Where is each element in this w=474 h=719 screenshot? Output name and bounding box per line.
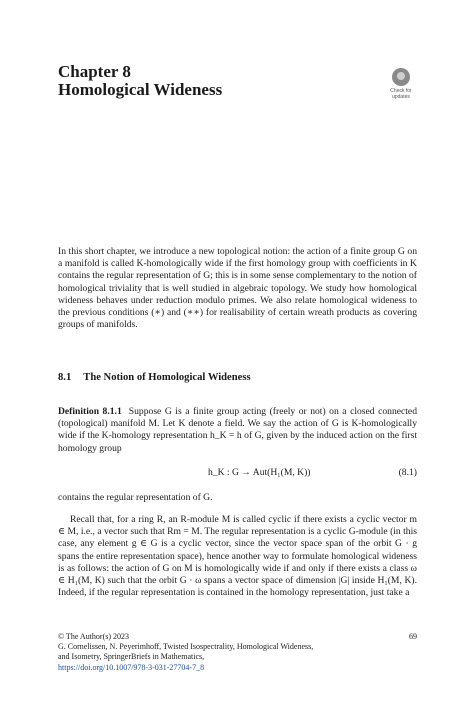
definition-label: Definition 8.1.1: [58, 406, 122, 417]
intro-paragraph: In this short chapter, we introduce a new topological notion: the action of a finite group G on a manifold is called K-homologically wide if the first homology group with coefficients in K contains the regular representation of G; this is in some sense complementary to the notion of homological triviality that is well studied in algebraic topology. We study how homological wideness behaves under reduction modulo primes. We also relate homological wideness to the previous conditions (∗) and (∗∗) for realisability of certain wreath products as covering groups of manifolds.: [58, 246, 417, 331]
citation-line1: G. Cornelissen, N. Peyerimhoff, Twisted Isospectrality, Homological Wideness,: [58, 642, 314, 652]
page-number: 69: [409, 632, 417, 641]
check-for-updates-badge[interactable]: [384, 68, 418, 102]
chapter-number: Chapter 8: [58, 62, 131, 81]
after-equation-text: contains the regular representation of G.: [58, 492, 213, 503]
chapter-title: Homological Wideness: [58, 80, 223, 99]
equation-number: (8.1): [398, 467, 417, 478]
doi-link[interactable]: https://doi.org/10.1007/978-3-031-27704-7_8: [58, 662, 205, 672]
check-updates-icon: [392, 68, 410, 86]
definition-block: [58, 406, 417, 455]
badge-line2: updates: [392, 94, 410, 100]
equation-body: h_K : G → Aut(H₁(M, K)): [208, 467, 311, 478]
section-heading: [58, 372, 263, 383]
section-number: 8.1: [58, 372, 72, 383]
paragraph-cyclic: Recall that, for a ring R, an R-module M is called cyclic if there exists a cyclic vector m ∈ M, i.e., a vector such that Rm = M. The regular representation is a cyclic G-module (in this case, any element g ∈ G is a cyclic vector, since the vector space span of the orbit G · g spans the entire representation space), hence another way to formulate homological wideness is as follows: the action of G on M is homologically wide if and only if there exists a class ω ∈ H₁(M, K) such that the orbit G · ω spans a vector space of dimension |G| inside H₁(M, K). Indeed, if the regular representation is contained in the homology representation, just take a: [58, 514, 417, 599]
badge-line1: Check for: [390, 88, 412, 94]
citation-line2: and Isometry, SpringerBriefs in Mathematics,: [58, 652, 205, 662]
section-title: The Notion of Homological Wideness: [83, 372, 251, 383]
copyright-line: © The Author(s) 2023: [58, 632, 130, 641]
definition-text: Suppose G is a finite group acting (freely or not) on a closed connected (topological) manifold M. Let K denote a field. We say the action of G is K-homologically wide if the K-homology representation h_K = h of G, given by the induced action on the first homology group: [58, 406, 417, 454]
footer: [58, 632, 417, 673]
